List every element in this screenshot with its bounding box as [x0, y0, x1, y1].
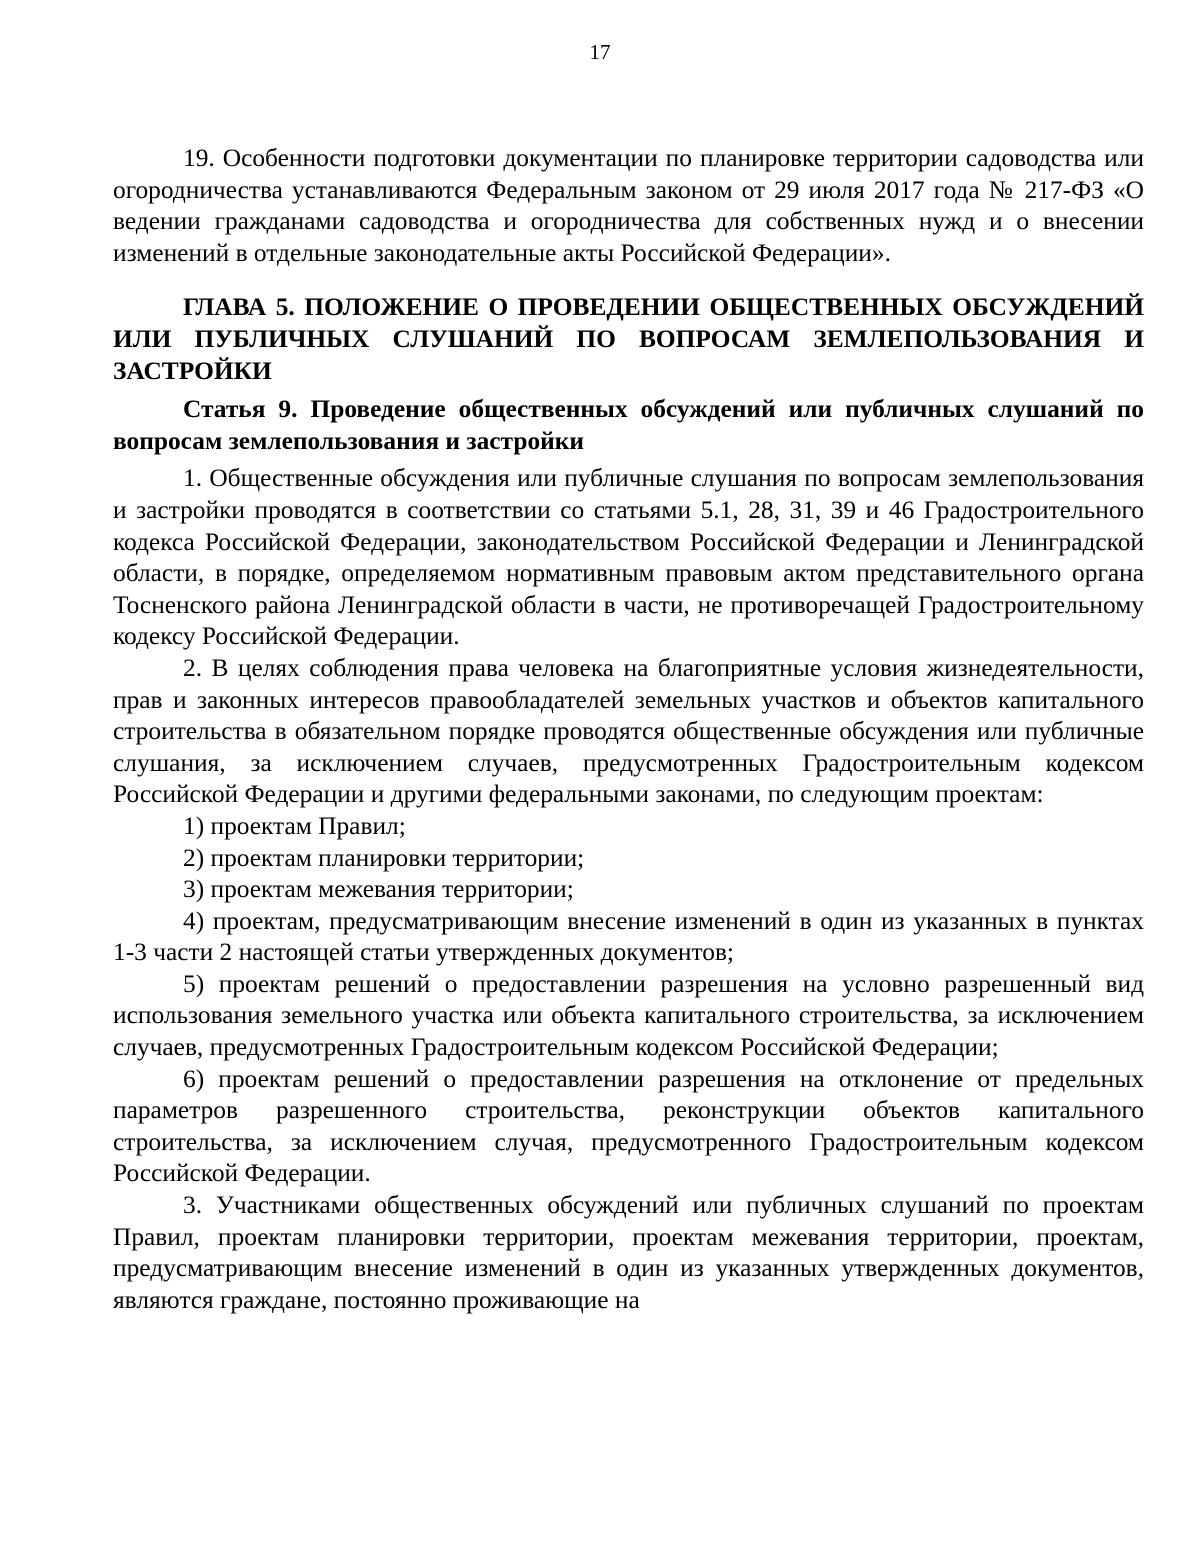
article-heading: Статья 9. Проведение общественных обсуждений или публичных слушаний по вопросам землепользования и застройки [113, 395, 1144, 456]
list-item-3: 3) проектам межевания территории; [183, 875, 574, 904]
paragraph-2: 2. В целях соблюдения права человека на благоприятные условия жизнедеятельности, прав и законных интересов правообладателей земельных участков и объектов капитального строительства в обязательном порядке проводятся общественные обсуждения или публичные слушания, за исключением случаев, предусмотренных Градостроительным кодексом Российской Федерации и другими федеральными законами, по следующим проектам: [113, 653, 1144, 809]
list-item-2: 2) проектам планировки территории; [183, 843, 585, 872]
list-item-6: 6) проектам решений о предоставлении разрешения на отклонение от предельных параметров разрешенного строительства, реконструкции объектов капитального строительства, за исключением случая, предусмотренного Градостроительным кодексом Российской Федерации. [113, 1064, 1144, 1188]
list-item-4: 4) проектам, предусматривающим внесение изменений в один из указанных в пунктах 1-3 части 2 настоящей статьи утвержденных документов; [113, 906, 1144, 967]
document-body [113, 143, 1144, 1316]
chapter-heading: ГЛАВА 5. ПОЛОЖЕНИЕ О ПРОВЕДЕНИИ ОБЩЕСТВЕННЫХ ОБСУЖДЕНИЙ ИЛИ ПУБЛИЧНЫХ СЛУШАНИЙ ПО ВОПРОСАМ ЗЕМЛЕПОЛЬЗОВАНИЯ И ЗАСТРОЙКИ [113, 293, 1144, 386]
paragraph-1: 1. Общественные обсуждения или публичные слушания по вопросам землепользования и застройки проводятся в соответствии со статьями 5.1, 28, 31, 39 и 46 Градостроительного кодекса Российской Федерации, законодательством Российской Федерации и Ленинградской области, в порядке, определяемом нормативным правовым актом представительного органа Тосненского района Ленинградской области в части, не противоречащей Градостроительному кодексу Российской Федерации. [113, 464, 1144, 651]
page-number: 17 [589, 40, 611, 64]
paragraph-3: 3. Участниками общественных обсуждений или публичных слушаний по проектам Правил, проектам планировки территории, проектам межевания территории, проектам, предусматривающим внесение изменений в один из указанных утвержденных документов, являются граждане, постоянно проживающие на [113, 1191, 1144, 1314]
paragraph-19: 19. Особенности подготовки документации по планировке территории садоводства или огородничества устанавливаются Федеральным законом от 29 июля 2017 года № 217-ФЗ «О ведении гражданами садоводства и огородничества для собственных нужд и о внесении изменений в отдельные законодательные акты Российской Федерации». [113, 144, 1144, 267]
list-item-1: 1) проектам Правил; [183, 811, 406, 840]
list-item-5: 5) проектам решений о предоставлении разрешения на условно разрешенный вид использования земельного участка или объекта капитального строительства, за исключением случаев, предусмотренных Градостроительным кодексом Российской Федерации; [113, 969, 1144, 1062]
